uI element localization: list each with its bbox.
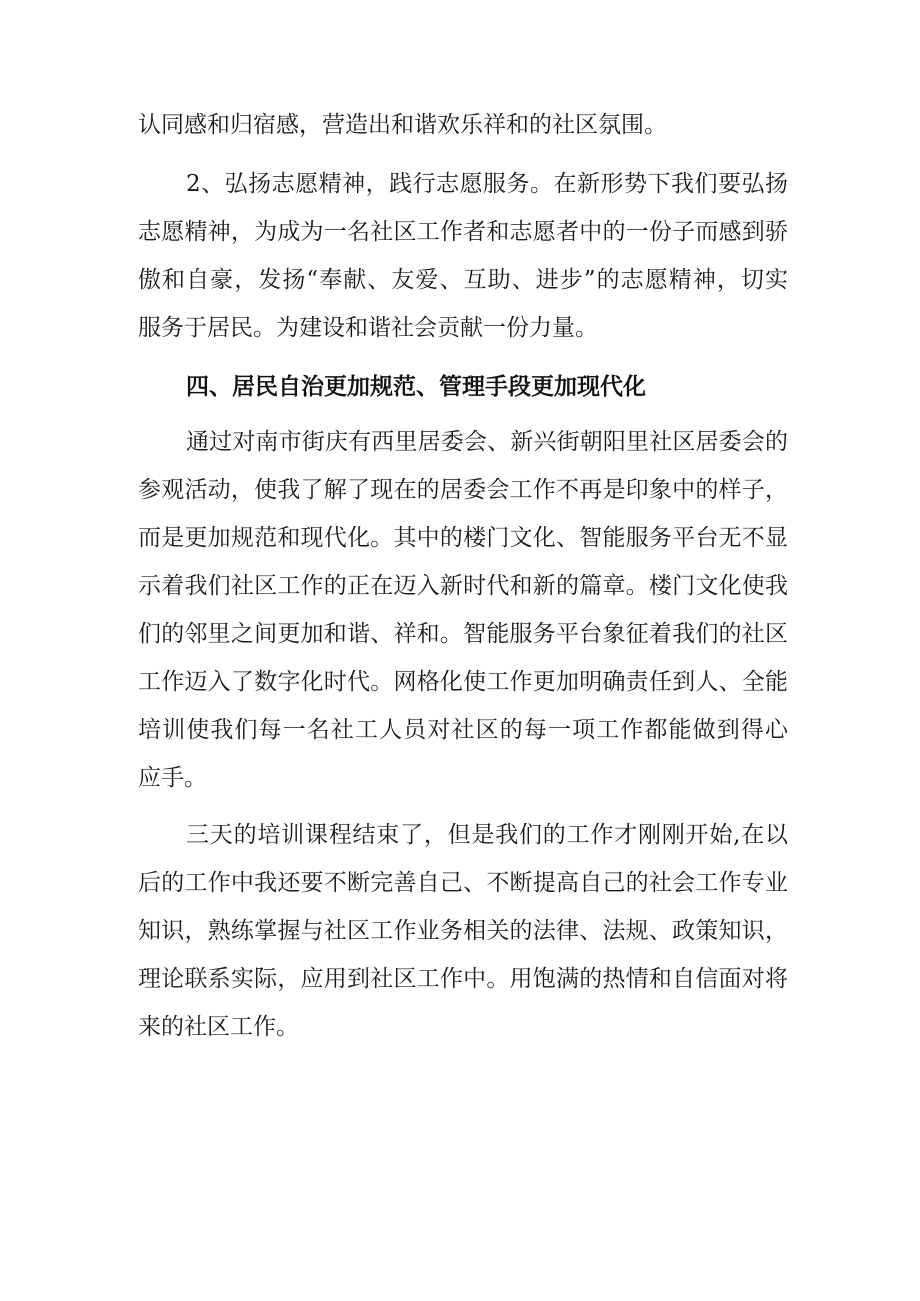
paragraph-line: 2、弘扬志愿精神，践行志愿服务。在新形势下我们要弘扬 [186,171,788,197]
paragraph-line: 傲和自豪，发扬“奉献、友爱、互助、进步”的志愿精神，切实 [138,267,788,293]
paragraph-line: 通过对南市街庆有西里居委会、新兴街朝阳里社区居委会的 [186,429,788,455]
paragraph-line: 认同感和归宿感，营造出和谐欢乐祥和的社区氛围。 [138,112,667,138]
paragraph-line: 知识，熟练掌握与社区工作业务相关的法律、法规、政策知识， [138,918,788,944]
paragraph-line: 们的邻里之间更加和谐、祥和。智能服务平台象征着我们的社区 [138,621,788,647]
paragraph-line: 而是更加规范和现代化。其中的楼门文化、智能服务平台无不显 [138,525,788,551]
paragraph-line: 来的社区工作。 [138,1014,299,1040]
section-heading: 四、居民自治更加规范、管理手段更加现代化 [186,374,646,400]
paragraph-line: 示着我们社区工作的正在迈入新时代和新的篇章。楼门文化使我 [138,573,788,599]
paragraph-line: 理论联系实际，应用到社区工作中。用饱满的热情和自信面对将 [138,966,788,992]
paragraph-line: 工作迈入了数字化时代。网格化使工作更加明确责任到人、全能 [138,669,788,695]
paragraph-line: 三天的培训课程结束了，但是我们的工作才刚刚开始,在以 [186,822,788,848]
paragraph-line: 参观活动，使我了解了现在的居委会工作不再是印象中的样子， [138,477,788,503]
paragraph-line: 后的工作中我还要不断完善自己、不断提高自己的社会工作专业 [138,870,788,896]
paragraph-line: 培训使我们每一名社工人员对社区的每一项工作都能做到得心 [138,717,788,743]
paragraph-line: 服务于居民。为建设和谐社会贡献一份力量。 [138,315,598,341]
paragraph-line: 志愿精神，为成为一名社区工作者和志愿者中的一份子而感到骄 [138,219,788,245]
paragraph-line: 应手。 [138,765,207,791]
